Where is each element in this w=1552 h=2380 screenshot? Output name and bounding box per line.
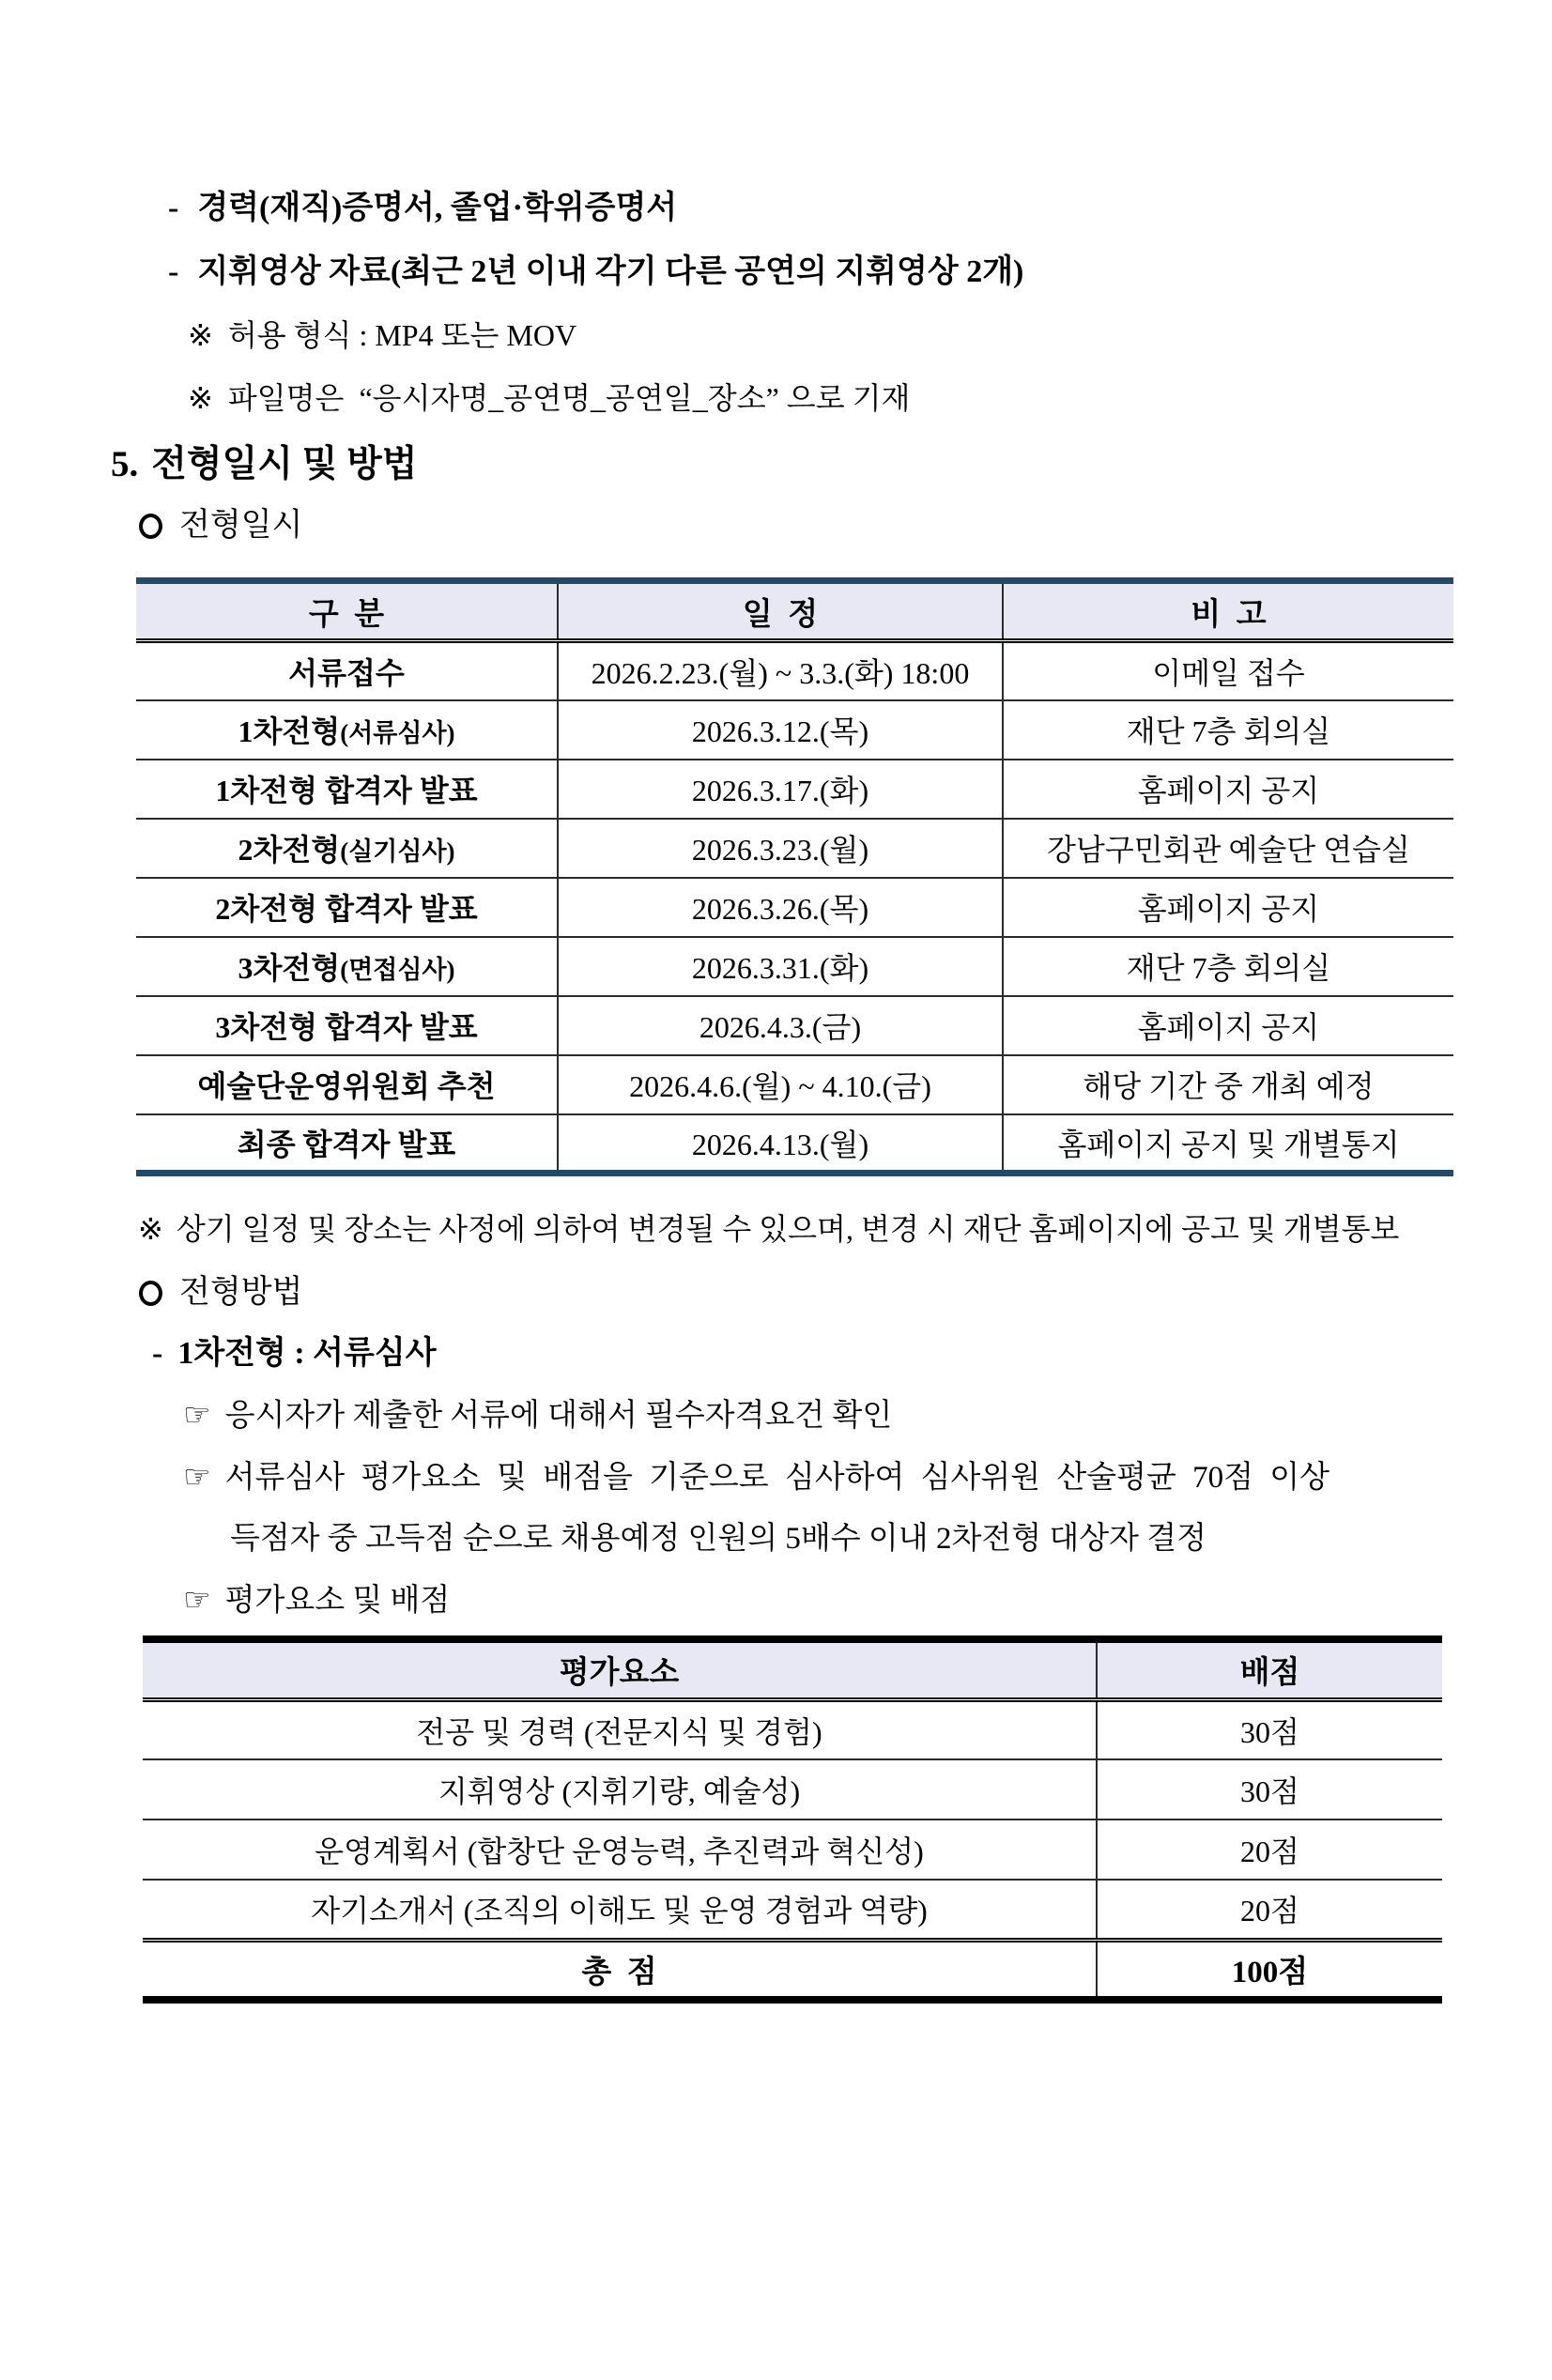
section-heading: [0, 440, 1552, 489]
evaluation-table-header-row: [143, 1639, 1442, 1699]
row-factor: 운영계획서 (합창단 운영능력, 추진력과 혁신성): [143, 1820, 1097, 1880]
row-remark: 재단 7층 회의실: [1126, 951, 1331, 985]
circle-bullet-icon: [139, 514, 162, 539]
total-points: 100점: [1231, 1955, 1309, 1989]
pointing-hand-icon: ☞: [183, 1458, 211, 1495]
table-row: [136, 1055, 1453, 1114]
row-date: 2026.3.23.(월): [558, 819, 1003, 878]
attachment-text: 지휘영상 자료(최근 2년 이내 각기 다른 공연의 지휘영상 2개): [197, 254, 1024, 289]
row-factor: 자기소개서 (조직의 이해도 및 운영 경험과 역량): [143, 1880, 1097, 1940]
method-item-text: 평가요소 및 배점: [224, 1584, 451, 1618]
evaluation-table: [143, 1635, 1442, 2004]
table-row: [143, 1820, 1442, 1880]
column-header-points: 배점: [1097, 1639, 1442, 1699]
table-row: [136, 996, 1453, 1055]
circle-bullet-icon: [139, 1281, 162, 1306]
table-row: [136, 878, 1453, 937]
table-row: [143, 1880, 1442, 1940]
row-category-sub: (실기심사): [340, 837, 455, 866]
attachment-note: [0, 313, 1552, 358]
row-category: 2차전형 합격자 발표: [215, 892, 478, 926]
section-title: 전형일시 및 방법: [151, 444, 418, 484]
schedule-footnote: [0, 1206, 1552, 1251]
row-category: 예술단운영위원회 추천: [197, 1069, 496, 1103]
total-row: [143, 1940, 1442, 2000]
row-date: 2026.4.13.(월): [558, 1114, 1003, 1174]
reference-mark-icon: ※: [188, 318, 213, 352]
dash-bullet: -: [168, 191, 179, 225]
column-header-category: 구 분: [136, 581, 558, 641]
total-label: 총 점: [143, 1940, 1097, 2000]
footnote-text: 상기 일정 및 장소는 사정에 의하여 변경될 수 있으며, 변경 시 재단 홈페이지에 공고 및 개별통보: [176, 1212, 1400, 1246]
row-category: 1차전형 합격자 발표: [215, 774, 478, 807]
schedule-table: [136, 577, 1453, 1176]
dash-bullet: -: [152, 1336, 163, 1371]
row-date: 2026.4.3.(금): [558, 996, 1003, 1055]
note-text: 허용 형식 : MP4 또는 MOV: [227, 318, 577, 352]
row-date: 2026.3.26.(목): [558, 878, 1003, 937]
method-item-continuation: [0, 1516, 1552, 1561]
row-factor: 지휘영상 (지휘기량, 예술성): [143, 1759, 1097, 1820]
row-remark: 해당 기간 중 개최 예정: [1083, 1069, 1375, 1103]
table-row: [136, 641, 1453, 700]
row-points: 30점: [1240, 1714, 1299, 1749]
pointing-hand-icon: ☞: [183, 1396, 211, 1433]
reference-mark-icon: ※: [188, 381, 213, 415]
table-row: [136, 760, 1453, 819]
section-number: 5.: [111, 444, 139, 484]
subsection-title: 전형방법: [179, 1275, 303, 1310]
reference-mark-icon: ※: [138, 1212, 163, 1246]
row-remark: 이메일 접수: [1152, 655, 1305, 690]
row-remark: 홈페이지 공지: [1137, 774, 1320, 807]
column-header-date: 일 정: [558, 581, 1003, 641]
dash-bullet: -: [168, 254, 179, 289]
table-row: [136, 937, 1453, 996]
row-remark: 홈페이지 공지: [1137, 892, 1320, 926]
table-row: [136, 700, 1453, 760]
row-date: 2026.3.31.(화): [558, 937, 1003, 996]
row-date: 2026.2.23.(월) ~ 3.3.(화) 18:00: [558, 641, 1003, 700]
note-text: 파일명은 “응시자명_공연명_공연일_장소” 으로 기재: [227, 381, 911, 415]
row-category: 3차전형: [238, 951, 341, 985]
row-category: 2차전형: [238, 833, 341, 867]
method-item-text: 서류심사 평가요소 및 배점을 기준으로 심사하여 심사위원 산술평균 70점 이상: [224, 1461, 1330, 1495]
stage-title-text: 1차전형 : 서류심사: [177, 1336, 437, 1371]
column-header-remark: 비 고: [1003, 581, 1453, 641]
method-item: [0, 1454, 1552, 1500]
method-item-text: 득점자 중 고득점 순으로 채용예정 인원의 5배수 이내 2차전형 대상자 결정: [230, 1522, 1206, 1556]
row-category: 3차전형 합격자 발표: [215, 1010, 478, 1044]
stage-title: [0, 1331, 1552, 1376]
table-row: [136, 1114, 1453, 1174]
attachment-note: [0, 376, 1552, 421]
row-category: 1차전형: [238, 714, 341, 748]
method-item: [0, 1392, 1552, 1438]
subsection-method: [0, 1269, 1552, 1316]
row-points: 30점: [1240, 1774, 1299, 1808]
row-points: 20점: [1240, 1835, 1299, 1868]
row-remark: 홈페이지 공지: [1137, 1010, 1320, 1044]
row-category-sub: (서류심사): [340, 719, 455, 747]
subsection-schedule: [0, 502, 1552, 549]
schedule-table-header-row: [136, 581, 1453, 641]
row-remark: 홈페이지 공지 및 개별통지: [1057, 1127, 1400, 1161]
attachment-item: [0, 250, 1552, 295]
method-item: [0, 1577, 1552, 1623]
row-date: 2026.3.12.(목): [558, 700, 1003, 760]
row-category: 최종 합격자 발표: [237, 1127, 456, 1161]
row-category-sub: (면접심사): [340, 956, 455, 984]
column-header-factor: 평가요소: [143, 1639, 1097, 1699]
table-row: [143, 1759, 1442, 1820]
attachment-item: [0, 186, 1552, 231]
table-row: [136, 819, 1453, 878]
subsection-title: 전형일시: [179, 508, 303, 543]
attachment-text: 경력(재직)증명서, 졸업·학위증명서: [197, 191, 678, 225]
row-points: 20점: [1240, 1894, 1299, 1928]
row-category: 서류접수: [288, 655, 405, 690]
method-item-text: 응시자가 제출한 서류에 대해서 필수자격요건 확인: [224, 1399, 893, 1433]
table-row: [143, 1699, 1442, 1759]
row-remark: 강남구민회관 예술단 연습실: [1047, 833, 1410, 867]
row-date: 2026.4.6.(월) ~ 4.10.(금): [558, 1055, 1003, 1114]
pointing-hand-icon: ☞: [183, 1581, 211, 1618]
row-factor: 전공 및 경력 (전문지식 및 경험): [143, 1699, 1097, 1759]
row-date: 2026.3.17.(화): [558, 760, 1003, 819]
row-remark: 재단 7층 회의실: [1126, 714, 1331, 748]
document-page: [0, 186, 1552, 2380]
